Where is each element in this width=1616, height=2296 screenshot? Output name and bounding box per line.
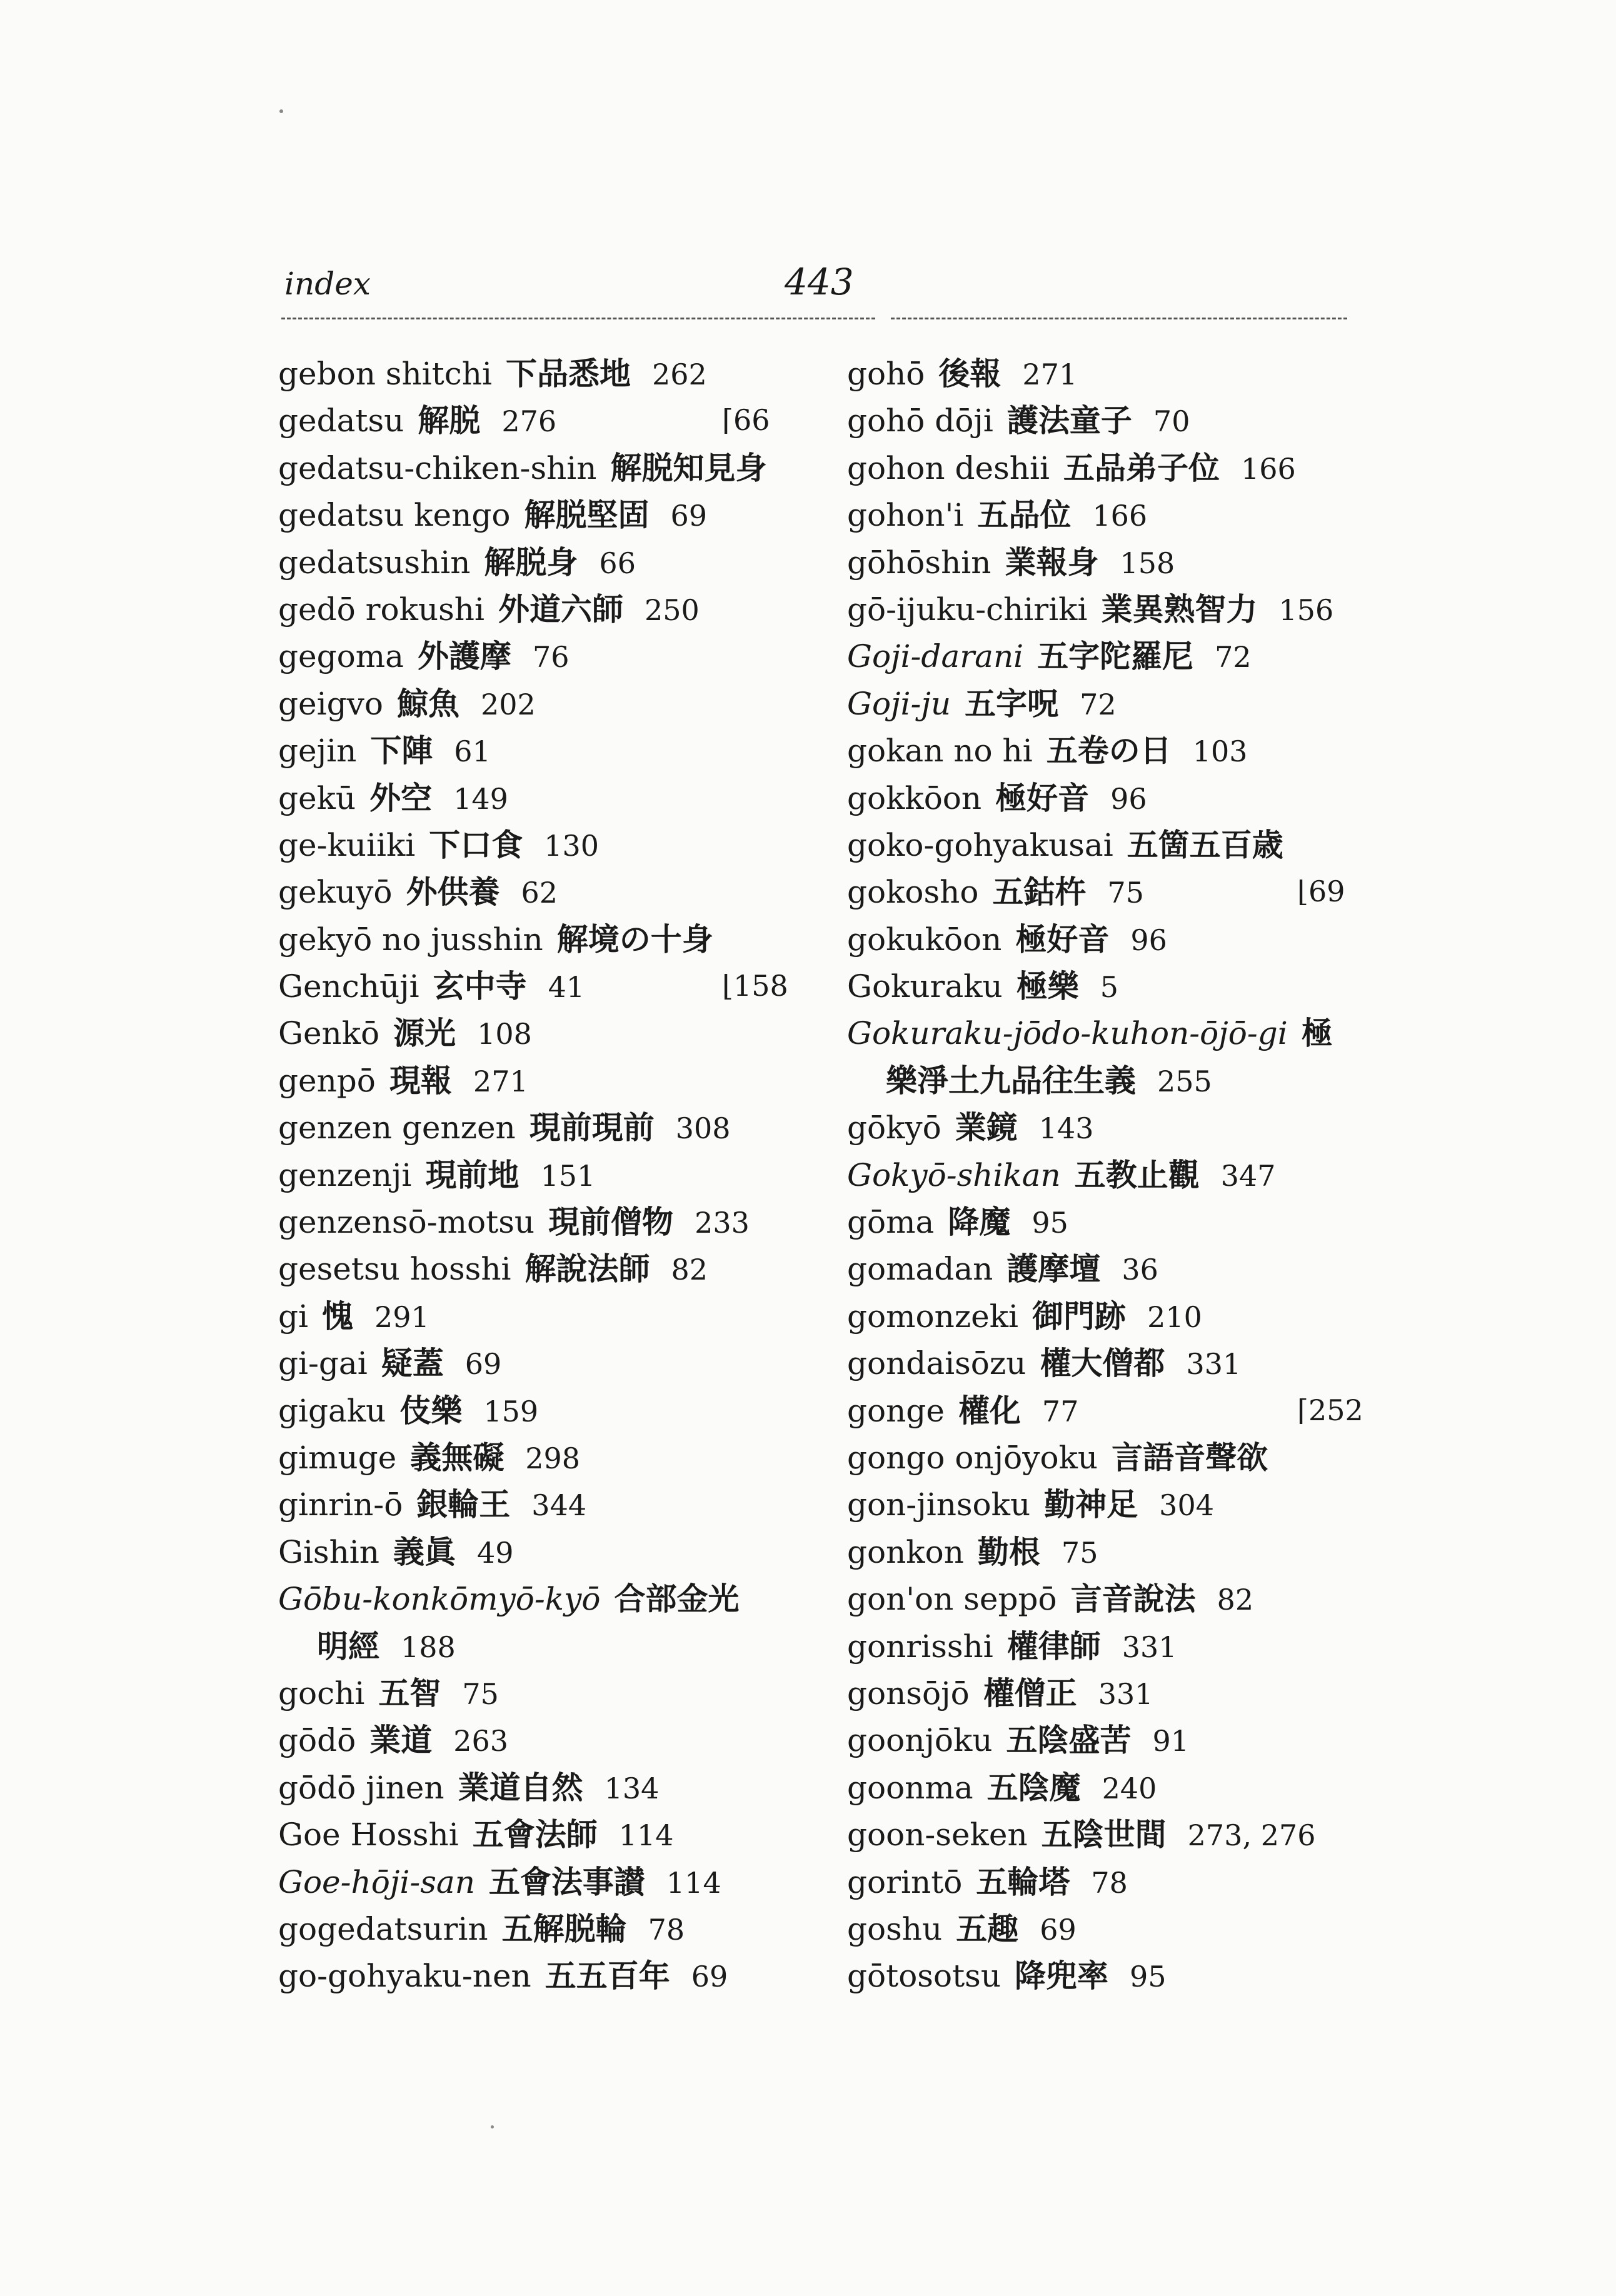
entry-page-number: 75: [1061, 1535, 1098, 1570]
index-entry: [278, 1151, 828, 1198]
index-entry: [278, 539, 828, 586]
entry-kanji: 五智: [378, 1674, 441, 1712]
entry-term: gekuyō: [278, 874, 393, 911]
entry-kanji: 解說法師: [524, 1250, 650, 1288]
entry-page-number: 69: [1040, 1912, 1076, 1947]
entry-term: gonge: [847, 1392, 945, 1429]
index-entry: [847, 1764, 1397, 1811]
entry-page-number: 95: [1130, 1960, 1167, 1994]
entry-page-number: 255: [1157, 1064, 1212, 1098]
entry-page-number: 95: [1031, 1206, 1068, 1240]
right-index-column: [847, 350, 1397, 2000]
index-entry: [847, 1104, 1397, 1151]
entry-kanji: 降魔: [948, 1203, 1011, 1241]
entry-term: Genchūji: [278, 968, 419, 1005]
entry-kanji: 五品弟子位: [1063, 449, 1220, 486]
entry-page-number: 61: [454, 734, 491, 769]
entry-term: gedatsu: [278, 403, 404, 439]
index-entry: [847, 1575, 1397, 1622]
entry-term: gon'on seppō: [847, 1581, 1057, 1618]
entry-page-number: 149: [453, 781, 508, 816]
entry-kanji: 權律師: [1006, 1627, 1101, 1665]
entry-page-number: 114: [666, 1865, 721, 1900]
entry-page-number: 166: [1240, 451, 1296, 486]
index-entry: [847, 1670, 1397, 1717]
entry-kanji: 五五百年: [545, 1957, 670, 1995]
entry-page-number: 156: [1278, 593, 1334, 627]
entry-kanji: 業道: [369, 1722, 433, 1759]
entry-kanji: 樂淨土九品往生義: [886, 1061, 1136, 1099]
index-entry: [278, 1434, 828, 1481]
index-entry: [847, 1717, 1397, 1763]
page-number: 443: [785, 261, 854, 303]
entry-kanji: 五字陀羅尼: [1037, 638, 1194, 675]
entry-page-number: 96: [1130, 923, 1167, 957]
index-entry: [278, 444, 828, 491]
entry-term: genzensō-motsu: [278, 1204, 535, 1241]
entry-term: gegoma: [278, 638, 404, 675]
entry-term: genpō: [278, 1062, 376, 1099]
entry-page-number: 69: [464, 1347, 502, 1381]
entry-kanji: 言語音聲欲: [1112, 1438, 1268, 1476]
entry-page-number: 75: [1107, 876, 1145, 910]
entry-term: gōhōshin: [847, 544, 991, 581]
entry-kanji: 解脱身: [484, 543, 578, 581]
entry-term: gedatsushin: [278, 544, 471, 581]
index-entry: [278, 1905, 828, 1952]
entry-term: Gokuraku: [847, 968, 1003, 1005]
index-entry: [278, 1811, 828, 1858]
entry-page-number: 158: [1120, 546, 1175, 580]
index-entry: [278, 1528, 828, 1575]
index-entry: [847, 491, 1397, 538]
entry-term: goonjōku: [847, 1722, 993, 1759]
entry-term: gohon deshii: [847, 449, 1050, 486]
page-header: [284, 261, 1353, 309]
index-entry: [278, 1340, 828, 1386]
entry-page-number: 114: [618, 1818, 674, 1853]
index-entry: [278, 727, 828, 774]
entry-term: goon-seken: [847, 1817, 1028, 1853]
entry-page-number: 188: [401, 1630, 456, 1664]
index-entry: [278, 1481, 828, 1528]
entry-kanji: 合部金光: [614, 1580, 740, 1618]
entry-page-number: 233: [695, 1206, 750, 1240]
entry-term: gejin: [278, 733, 357, 770]
entry-term: gōma: [847, 1204, 935, 1241]
entry-kanji: 解境の十身: [556, 920, 713, 958]
index-entry: [847, 1434, 1397, 1481]
index-entry: [278, 350, 828, 397]
entry-kanji: 五品位: [977, 496, 1071, 534]
entry-term: gedatsu kengo: [278, 497, 511, 534]
index-entry: [847, 727, 1397, 774]
index-entry: [278, 1764, 828, 1811]
entry-term: gomonzeki: [847, 1298, 1019, 1335]
entry-kanji: 現前僧物: [548, 1203, 674, 1241]
index-entry: [278, 963, 828, 1010]
entry-kanji: 解脱堅固: [524, 496, 650, 534]
entry-kanji: 權僧正: [983, 1674, 1077, 1712]
entry-term: genzen genzen: [278, 1110, 516, 1146]
index-entry: [847, 868, 1397, 915]
entry-page-number: 159: [483, 1394, 539, 1428]
entry-term: gondaisōzu: [847, 1345, 1026, 1382]
entry-term: gōdō jinen: [278, 1769, 444, 1806]
entry-kanji: 現報: [389, 1061, 452, 1099]
entry-term: gebon shitchi: [278, 356, 492, 392]
entry-term: gokosho: [847, 874, 979, 911]
continuation-note: ⌊69: [1297, 875, 1345, 909]
entry-page-number: 240: [1102, 1771, 1157, 1805]
entry-kanji: 五鈷杵: [992, 873, 1087, 911]
entry-page-number: 210: [1147, 1300, 1202, 1334]
entry-term: gogedatsurin: [278, 1910, 488, 1947]
entry-page-number: 344: [531, 1488, 587, 1523]
entry-kanji: 義眞: [393, 1533, 456, 1570]
index-entry: [847, 1528, 1397, 1575]
index-entry: [278, 397, 828, 444]
entry-kanji: 五箇五百歳: [1127, 826, 1283, 863]
entry-term: genzenji: [278, 1156, 412, 1193]
entry-term: Gokuraku-jōdo-kuhon-ōjō-gi: [847, 1015, 1288, 1052]
entry-kanji: 下口食: [429, 826, 523, 863]
entry-term: gō-ijuku-chiriki: [847, 591, 1088, 628]
entry-kanji: 極好音: [995, 779, 1090, 816]
entry-page-number: 78: [648, 1912, 685, 1947]
entry-kanji: 五陰魔: [986, 1768, 1081, 1806]
entry-page-number: 166: [1092, 499, 1148, 533]
entry-term: gochi: [278, 1675, 365, 1712]
entry-page-number: 276: [501, 404, 557, 439]
entry-kanji: 五解脱輪: [501, 1910, 627, 1947]
entry-term: gekyō no jusshin: [278, 921, 543, 958]
entry-page-number: 103: [1192, 734, 1248, 769]
entry-page-number: 273, 276: [1187, 1818, 1316, 1853]
entry-kanji: 義無礙: [410, 1438, 504, 1476]
index-entry: [278, 680, 828, 727]
entry-page-number: 143: [1038, 1111, 1094, 1146]
entry-kanji: 五趣: [956, 1910, 1019, 1947]
entry-page-number: 347: [1220, 1158, 1276, 1193]
index-entry: [847, 397, 1397, 444]
entry-term: gimuge: [278, 1439, 397, 1476]
entry-kanji: 五陰盛苦: [1006, 1722, 1132, 1759]
entry-term: geigvo: [278, 685, 383, 722]
entry-term: goshu: [847, 1910, 943, 1947]
index-entry: [278, 916, 828, 963]
entry-page-number: 82: [1217, 1583, 1254, 1617]
index-entry: [278, 1623, 828, 1670]
entry-page-number: 202: [480, 687, 536, 721]
entry-kanji: 業道自然: [458, 1768, 583, 1806]
entry-kanji: 五會法師: [472, 1816, 598, 1853]
index-entry: [847, 1481, 1397, 1528]
index-entry: [847, 775, 1397, 821]
entry-kanji: 外護摩: [417, 638, 511, 675]
entry-page-number: 41: [548, 970, 585, 1005]
index-entry: [847, 1387, 1397, 1434]
entry-term: gorintō: [847, 1863, 963, 1900]
entry-term: gigaku: [278, 1392, 386, 1429]
entry-kanji: 銀輪王: [416, 1486, 511, 1523]
entry-term: gon-jinsoku: [847, 1486, 1031, 1523]
entry-kanji: 外空: [369, 779, 433, 816]
entry-term: gohō dōji: [847, 403, 993, 439]
entry-term: gohō: [847, 356, 925, 392]
entry-kanji: 源光: [393, 1015, 456, 1052]
entry-kanji: 明經: [317, 1627, 379, 1665]
entry-page-number: 331: [1122, 1630, 1177, 1664]
index-entry: [847, 1952, 1397, 1999]
entry-kanji: 疑蓋: [381, 1345, 444, 1382]
entry-kanji: 五字呪: [965, 684, 1059, 722]
entry-kanji: 五教止觀: [1074, 1156, 1200, 1193]
entry-page-number: 298: [525, 1441, 581, 1475]
entry-kanji: 五輪塔: [976, 1863, 1070, 1900]
index-entry: [847, 1057, 1397, 1104]
entry-page-number: 134: [604, 1771, 660, 1805]
entry-page-number: 271: [473, 1064, 528, 1098]
entry-kanji: 現前地: [425, 1156, 519, 1193]
speck: [491, 2125, 494, 2128]
index-entry: [847, 1340, 1397, 1386]
index-entry: [278, 1575, 828, 1622]
entry-kanji: 解脱: [418, 402, 481, 439]
entry-term: gongo onjōyoku: [847, 1439, 1098, 1476]
entry-page-number: 151: [540, 1158, 596, 1193]
entry-kanji: 外供養: [406, 873, 500, 911]
index-entry: [278, 1952, 828, 1999]
entry-term: Goe-hōji-san: [278, 1863, 475, 1900]
entry-term: gokan no hi: [847, 733, 1033, 770]
index-entry: [278, 1010, 828, 1056]
index-entry: [278, 1198, 828, 1245]
left-index-column: [278, 350, 828, 2000]
index-entry: [847, 1858, 1397, 1905]
entry-term: Goji-darani: [847, 638, 1024, 675]
entry-kanji: 業鏡: [955, 1109, 1018, 1146]
index-entry: [847, 1198, 1397, 1245]
entry-term: ge-kuiiki: [278, 826, 416, 863]
continuation-note: ⌈66: [722, 403, 770, 438]
index-entry: [847, 1623, 1397, 1670]
entry-kanji: 御門跡: [1032, 1297, 1127, 1335]
entry-kanji: 玄中寺: [433, 968, 527, 1005]
index-entry: [847, 680, 1397, 727]
index-entry: [847, 1245, 1397, 1292]
index-entry: [278, 586, 828, 633]
entry-page-number: 70: [1153, 404, 1190, 439]
entry-kanji: 勤根: [977, 1533, 1040, 1570]
index-entry: [278, 633, 828, 679]
entry-kanji: 業異熟智力: [1101, 590, 1258, 628]
entry-page-number: 62: [521, 876, 558, 910]
entry-term: gonkon: [847, 1533, 964, 1570]
entry-page-number: 72: [1080, 687, 1117, 721]
entry-page-number: 304: [1159, 1488, 1214, 1523]
continuation-note: ⌊158: [722, 969, 788, 1003]
entry-term: Gokyō-shikan: [847, 1156, 1061, 1193]
entry-kanji: 業報身: [1005, 543, 1099, 581]
continuation-note: ⌈252: [1297, 1393, 1363, 1427]
entry-kanji: 現前現前: [529, 1109, 655, 1146]
entry-term: gi: [278, 1298, 308, 1335]
entry-kanji: 五會法事讃: [488, 1863, 645, 1900]
entry-page-number: 291: [374, 1300, 429, 1334]
index-entry: [847, 1905, 1397, 1952]
entry-kanji: 極好音: [1015, 920, 1110, 958]
entry-kanji: 權化: [958, 1391, 1021, 1429]
index-entry: [278, 775, 828, 821]
index-entry: [278, 821, 828, 868]
entry-term: gonsōjō: [847, 1675, 970, 1712]
entry-page-number: 78: [1091, 1865, 1128, 1900]
index-entry: [847, 916, 1397, 963]
entry-kanji: 極樂: [1016, 968, 1079, 1005]
entry-page-number: 271: [1022, 358, 1078, 391]
entry-page-number: 49: [477, 1535, 514, 1570]
entry-page-number: 331: [1098, 1677, 1153, 1711]
entry-term: Goji-ju: [847, 685, 951, 722]
entry-term: gesetsu hosshi: [278, 1251, 511, 1288]
entry-kanji: 極: [1301, 1015, 1333, 1052]
index-entry: [847, 586, 1397, 633]
entry-page-number: 5: [1100, 970, 1119, 1005]
entry-kanji: 勤神足: [1044, 1486, 1138, 1523]
entry-page-number: 308: [675, 1111, 731, 1146]
index-entry: [847, 1010, 1397, 1056]
entry-term: ginrin-ō: [278, 1486, 403, 1523]
index-entry: [278, 1104, 828, 1151]
entry-term: goonma: [847, 1769, 973, 1806]
entry-kanji: 五卷の日: [1046, 732, 1172, 770]
entry-kanji: 鯨魚: [396, 684, 459, 722]
entry-kanji: 後報: [938, 355, 1001, 392]
index-entry: [278, 868, 828, 915]
entry-kanji: 下陣: [370, 732, 433, 770]
entry-term: gonrisshi: [847, 1628, 993, 1665]
index-entry: [847, 444, 1397, 491]
entry-kanji: 五陰世間: [1041, 1816, 1167, 1853]
entry-term: go-gohyaku-nen: [278, 1958, 531, 1995]
header-rule-left: [281, 318, 875, 319]
index-entry: [847, 1151, 1397, 1198]
index-entry: [278, 1245, 828, 1292]
entry-page-number: 263: [453, 1724, 509, 1758]
entry-page-number: 36: [1122, 1253, 1158, 1287]
entry-page-number: 66: [599, 546, 636, 580]
index-entry: [278, 1293, 828, 1340]
entry-term: gomadan: [847, 1251, 993, 1288]
entry-term: Goe Hosshi: [278, 1817, 459, 1853]
entry-page-number: 72: [1215, 640, 1252, 674]
entry-page-number: 130: [544, 828, 600, 863]
index-entry: [278, 1057, 828, 1104]
entry-kanji: 下品悉地: [505, 355, 631, 392]
entry-term: Gishin: [278, 1533, 379, 1570]
entry-page-number: 91: [1152, 1724, 1190, 1758]
entry-page-number: 82: [671, 1253, 708, 1287]
entry-page-number: 75: [462, 1677, 499, 1711]
entry-kanji: 言音說法: [1070, 1580, 1196, 1618]
entry-kanji: 伎樂: [399, 1391, 463, 1429]
index-entry: [847, 821, 1397, 868]
entry-term: gōkyō: [847, 1110, 941, 1146]
entry-page-number: 69: [670, 499, 708, 533]
index-entry: [847, 539, 1397, 586]
entry-term: gohon'i: [847, 497, 964, 534]
entry-term: gekū: [278, 780, 356, 816]
entry-term: gokukōon: [847, 921, 1002, 958]
index-entry: [847, 350, 1397, 397]
entry-page-number: 250: [644, 593, 700, 627]
entry-kanji: 外道六師: [498, 590, 623, 628]
entry-kanji: 愧: [322, 1297, 353, 1335]
entry-kanji: 護摩壇: [1006, 1250, 1101, 1288]
entry-page-number: 331: [1186, 1347, 1242, 1381]
entry-page-number: 76: [532, 640, 570, 674]
index-entry: [847, 1293, 1397, 1340]
header-rule-right: [891, 318, 1347, 319]
speck: [279, 109, 283, 113]
index-entry: [278, 1670, 828, 1717]
entry-term: gōtosotsu: [847, 1958, 1001, 1995]
entry-term: gedō rokushi: [278, 591, 484, 628]
entry-term: gi-gai: [278, 1345, 368, 1382]
index-entry: [847, 1811, 1397, 1858]
entry-page-number: 69: [691, 1960, 728, 1994]
entry-page-number: 108: [477, 1017, 532, 1051]
entry-term: goko-gohyakusai: [847, 826, 1113, 863]
entry-term: Gōbu-konkōmyō-kyō: [278, 1581, 601, 1618]
index-entry: [847, 963, 1397, 1010]
index-entry: [278, 491, 828, 538]
entry-page-number: 77: [1041, 1394, 1079, 1428]
index-entry: [847, 633, 1397, 679]
entry-term: gedatsu-chiken-shin: [278, 449, 597, 486]
index-entry: [278, 1387, 828, 1434]
running-head: index: [284, 266, 371, 302]
entry-term: gokkōon: [847, 780, 982, 816]
index-entry: [278, 1858, 828, 1905]
entry-term: Genkō: [278, 1015, 380, 1052]
entry-kanji: 護法童子: [1006, 402, 1132, 439]
entry-term: gōdō: [278, 1722, 356, 1759]
entry-page-number: 262: [651, 358, 707, 391]
index-entry: [278, 1717, 828, 1763]
entry-page-number: 96: [1110, 781, 1147, 816]
entry-kanji: 權大僧都: [1040, 1345, 1165, 1382]
entry-kanji: 解脱知見身: [610, 449, 767, 486]
entry-kanji: 降兜率: [1015, 1957, 1109, 1995]
